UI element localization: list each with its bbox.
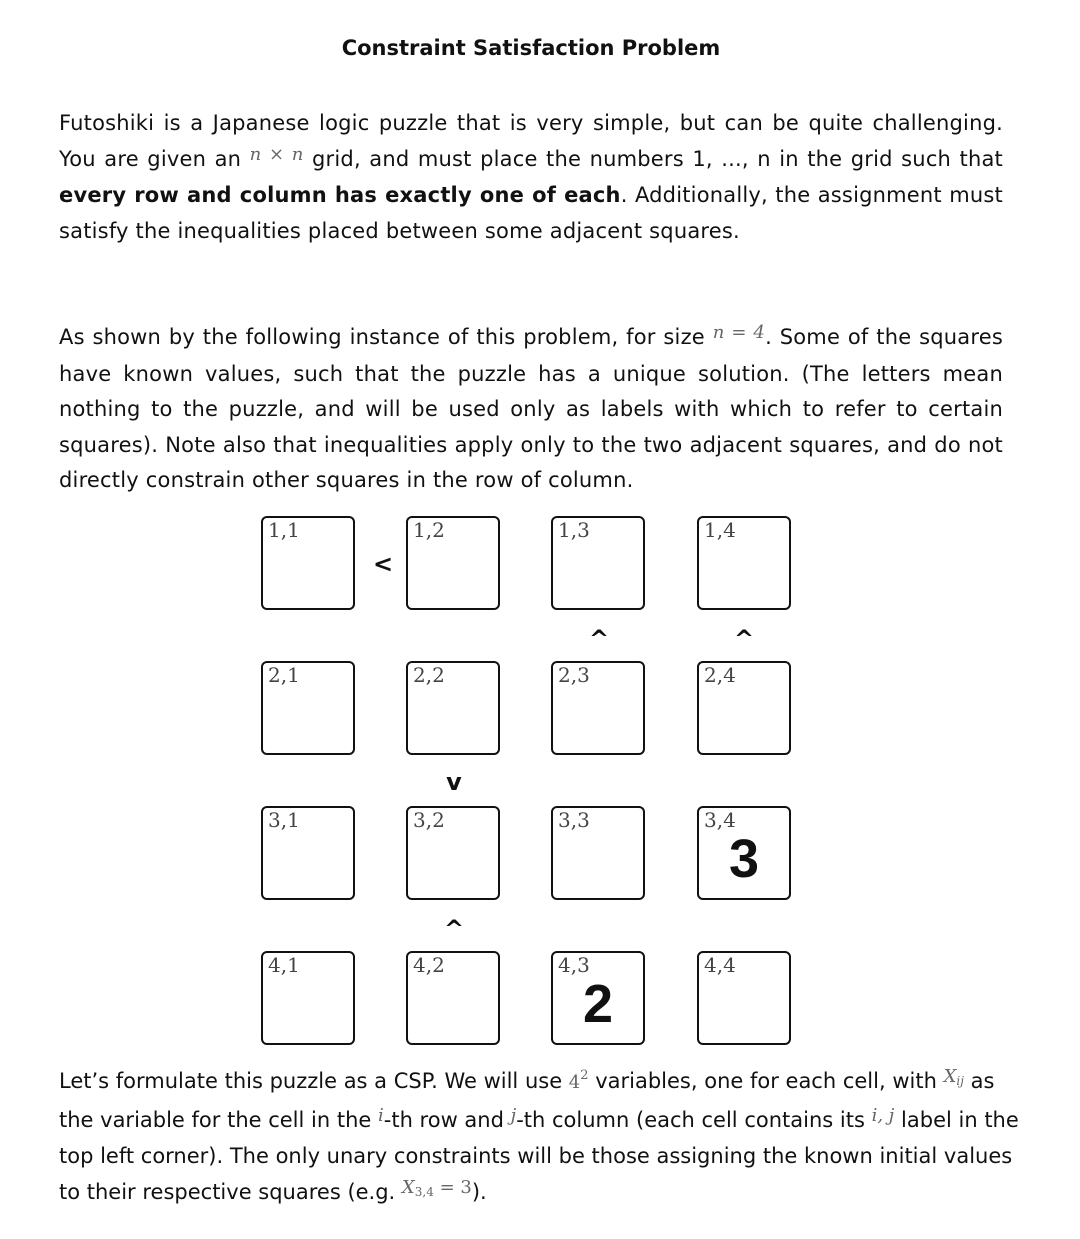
cell-4-4[interactable]: 4,4 (697, 951, 791, 1045)
cell-2-3[interactable]: 2,3 (551, 661, 645, 755)
instance-paragraph: As shown by the following instance of this problem, for size n = 4. Some of the squares have known values, such that the puzzle has a unique solution. (The letters mean nothing to the puzzle, and will be used only as labels with which to refer to certain squares). Note also that inequalities apply only to the two adjacent squares, and do not directly constrain other squares in the row of column. (59, 322, 1003, 492)
page-title: Constraint Satisfaction Problem (341, 36, 721, 60)
cell-1-2[interactable]: 1,2 (406, 516, 500, 610)
cell-1-3[interactable]: 1,3 (551, 516, 645, 610)
cell-4-3[interactable]: 4,3 2 (551, 951, 645, 1045)
cell-3-1[interactable]: 3,1 (261, 806, 355, 900)
cell-2-4[interactable]: 2,4 (697, 661, 791, 755)
less-than-r1-c1-c2: < (372, 550, 394, 578)
cell-3-4[interactable]: 3,4 3 (697, 806, 791, 900)
cell-3-2[interactable]: 3,2 (406, 806, 500, 900)
csp-paragraph: Let’s formulate this puzzle as a CSP. We will use $4^2$ variables, one for each cell, with Xij as the variable for the cell in the i-th row and j-th column (each cell contains its i, j label in the top left corner). The only unary constraints will be those assigning the known initial values to their respective squares (e.g. X3,4 = 3). (59, 1066, 1019, 1204)
cell-2-2[interactable]: 2,2 (406, 661, 500, 755)
cell-4-2[interactable]: 4,2 (406, 951, 500, 1045)
cell-2-1[interactable]: 2,1 (261, 661, 355, 755)
cell-1-1[interactable]: 1,1 (261, 516, 355, 610)
cell-3-3[interactable]: 3,3 (551, 806, 645, 900)
caret-c3-r1-r2: ^ (588, 625, 610, 653)
caret-c2-r3-r4: ^ (443, 915, 465, 943)
caret-c4-r1-r2: ^ (733, 625, 755, 653)
intro-paragraph: Futoshiki is a Japanese logic puzzle that is very simple, but can be quite challenging. You are given an n × n grid, and must place the numbers 1, ..., n in the grid such that every row and column has exactly one of each. Additionally, the assignment must satisfy the inequalities placed between some adjacent squares. (59, 111, 1003, 243)
cell-4-1[interactable]: 4,1 (261, 951, 355, 1045)
greater-c2-r2-r3: v (446, 768, 462, 796)
cell-1-4[interactable]: 1,4 (697, 516, 791, 610)
